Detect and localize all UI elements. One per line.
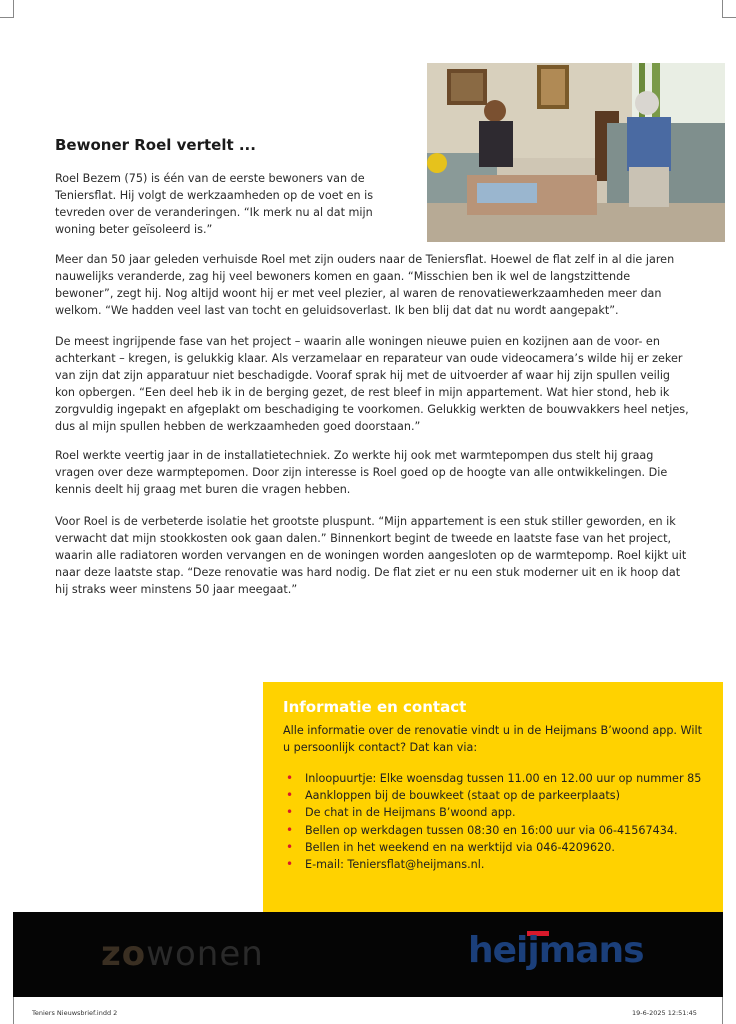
crop-mark	[722, 17, 736, 18]
print-slug-filename: Teniers Nieuwsbrief.indd 2	[32, 1009, 118, 1017]
crop-mark	[722, 0, 723, 18]
bullet-icon: •	[286, 771, 294, 785]
print-slug-timestamp: 19-6-2025 12:51:45	[632, 1009, 697, 1017]
article-paragraph: Meer dan 50 jaar geleden verhuisde Roel met zijn ouders naar de Teniersflat. Hoewel de flat zelf in al die jaren nauwelijks veranderde, zag hij veel bewoners komen en gaan. “Misschien ben ik wel de langstzittende bewoner”, zegt hij. Nog altijd woont hij er met veel plezier, al waren de renovatiewerkzaamheden meer dan welkom. “We hadden veel last van tocht en geluidsoverlast. Ik ben blij dat dat nu wordt aangepakt”.	[55, 253, 675, 317]
contact-item-site-office: • Aankloppen bij de bouwkeet (staat op de parkeerplaats)	[286, 788, 620, 803]
zowonen-logo: zowonen	[101, 934, 264, 974]
bullet-icon: •	[286, 788, 294, 803]
contact-item-walk-in: • Inloopuurtje: Elke woensdag tussen 11.00 en 12.00 uur op nummer 85	[286, 771, 702, 785]
bullet-icon: •	[286, 822, 294, 837]
contact-item-app-chat: • De chat in de Heijmans B’woond app.	[286, 805, 516, 820]
bullet-icon: •	[286, 839, 294, 854]
article-paragraph: De meest ingrijpende fase van het project – waarin alle woningen nieuwe puien en kozijnen aan de voor- en achterkant – kregen, is gelukkig klaar. Als verzamelaar en reparateur van oude videocamera’s wilde hij er zeker van zijn dat zijn apparatuur niet beschadigde. Vooraf sprak hij met de uitvoerder af waar hij zijn spullen veilig kon opbergen. “Een deel heb ik in de berging gezet, de rest bleef in mijn appartement. Wat hier stond, heb ik zorgvuldig ingepakt en afgeplakt om beschadiging te voorkomen. Gelukkig werkten de bouwvakkers heel netjes, dus al mijn spullen hebben de werkzaamheden goed doorstaan.”	[55, 335, 689, 433]
info-title: Informatie en contact	[283, 698, 467, 716]
article-paragraph: Roel werkte veertig jaar in de installatietechniek. Zo werkte hij ook met warmtepompen dus stelt hij graag vragen over deze warmptepomen. Door zijn interesse is Roel goed op de hoogte van alle ontwikkelingen. Die kennis deelt hij graag met buren die vragen hebben.	[55, 449, 668, 496]
contact-list	[283, 770, 703, 873]
article-title: Bewoner Roel vertelt ...	[55, 136, 256, 154]
contact-item-phone-weekend: • Bellen in het weekend en na werktijd via 046-4209620.	[286, 839, 615, 854]
bullet-icon: •	[286, 856, 294, 871]
info-lead: Alle informatie over de renovatie vindt u in de Heijmans B’woond app. Wilt u persoonlijk contact? Dat kan via:	[283, 724, 702, 754]
crop-mark	[0, 17, 14, 18]
crop-mark	[722, 997, 723, 1024]
resident-photo	[427, 63, 725, 242]
info-contact-box	[263, 682, 723, 912]
contact-item-phone-weekday: • Bellen op werkdagen tussen 08:30 en 16:00 uur via 06-41567434.	[286, 822, 678, 837]
footer-bar	[13, 912, 723, 997]
contact-item-email[interactable]: • E-mail: Teniersflat@heijmans.nl.	[286, 856, 485, 871]
crop-mark	[13, 0, 14, 18]
article-intro: Roel Bezem (75) is één van de eerste bewoners van de Teniersflat. Hij volgt de werkzaamheden op de voet en is tevreden over de veranderingen. “Ik merk nu al dat mijn woning beter geïsoleerd is.”	[55, 172, 374, 236]
heijmans-logo: heijmans	[468, 930, 644, 971]
crop-mark	[13, 997, 14, 1024]
article-paragraph: Voor Roel is de verbeterde isolatie het grootste pluspunt. “Mijn appartement is een stuk stiller geworden, en ik verwacht dat mijn stookkosten ook gaan dalen.” Binnenkort begint de tweede en laatste fase van het project, waarin alle radiatoren worden vervangen en de woningen worden aangesloten op de warmtepomp. Roel kijkt uit naar deze laatste stap. “Deze renovatie was hard nodig. De flat ziet er nu een stuk moderner uit en ik hoop dat hij straks weer minstens 50 jaar meegaat.”	[55, 515, 687, 596]
bullet-icon: •	[286, 805, 294, 820]
